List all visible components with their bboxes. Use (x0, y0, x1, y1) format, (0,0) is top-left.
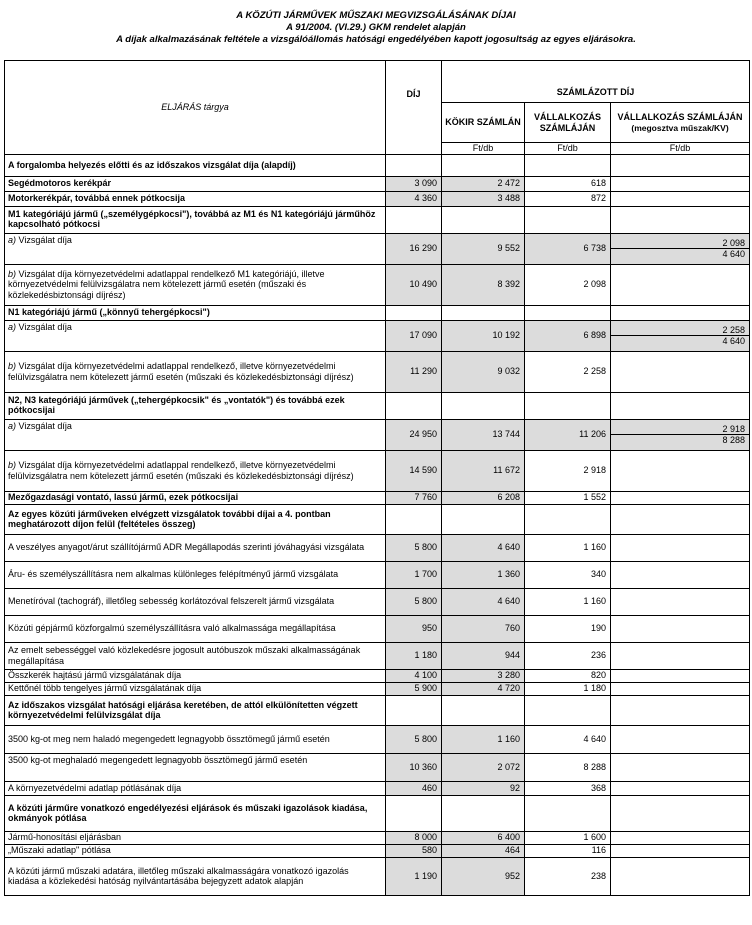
row-label: Jármű-honosítási eljárásban (5, 831, 386, 844)
company-cell: 872 (525, 191, 611, 206)
company-cell: 11 206 (525, 419, 611, 450)
kokir-cell: 952 (442, 857, 525, 895)
fee-cell: 460 (386, 781, 442, 795)
fee-cell: 1 700 (386, 561, 442, 588)
row-label: „Műszaki adatlap" pótlása (5, 844, 386, 857)
fee-cell: 5 800 (386, 725, 442, 753)
company-cell: 340 (525, 561, 611, 588)
fee-cell: 14 590 (386, 450, 442, 491)
company-cell: 2 258 (525, 351, 611, 392)
company-cell: 6 898 (525, 320, 611, 351)
unit-kokir: Ft/db (525, 143, 611, 155)
fee-cell: 1 180 (386, 642, 442, 669)
company-cell: 236 (525, 642, 611, 669)
section-licensing: A közúti járműre vonatkozó engedélyezési eljárások és műszaki igazolások kiadása, okmányok pótlása (5, 795, 386, 831)
fee-cell: 7 760 (386, 491, 442, 504)
kokir-cell: 944 (442, 642, 525, 669)
company-cell: 116 (525, 844, 611, 857)
kokir-cell: 1 160 (442, 725, 525, 753)
fee-cell: 10 360 (386, 753, 442, 781)
col-company-header: VÁLLALKOZÁS SZÁMLÁJÁN (525, 103, 611, 143)
kokir-cell: 3 280 (442, 669, 525, 682)
page-subtitle: A 91/2004. (VI.29.) GKM rendelet alapján (286, 22, 466, 33)
kokir-cell: 92 (442, 781, 525, 795)
col-fee-header: DÍJ (386, 61, 442, 155)
fee-cell: 24 950 (386, 419, 442, 450)
company-split-cell: 2 098 4 640 (611, 233, 750, 264)
section-m1: M1 kategóriájú jármű („személygépkocsi"), továbbá az M1 és N1 kategóriájú járműhöz kapcsolható pótkocsi (5, 206, 386, 233)
col-invoiced-header: SZÁMLÁZOTT DÍJ (442, 61, 750, 103)
fee-cell: 3 090 (386, 176, 442, 191)
row-label: Összkerék hajtású jármű vizsgálatának díja (5, 669, 386, 682)
row-label: b) Vizsgálat díja környezetvédelmi adatlappal rendelkező, illetve környezetvédelmi felülvizsgálatra nem kötelezett jármű esetén (műszaki és közlekedésbiztonsági díjrész) (5, 351, 386, 392)
row-label: b) Vizsgálat díja környezetvédelmi adatlappal rendelkező, illetve környezetvédelmi felülvizsgálatra nem kötelezett jármű esetén (műszaki és közlekedésbiztonsági díjrész) (5, 450, 386, 491)
section-n1: N1 kategóriájú jármű („könnyű tehergépkocsi") (5, 305, 386, 320)
section-environmental-review: Az időszakos vizsgálat hatósági eljárása keretében, de attól elkülönítetten végzett környezetvédelmi felülvizsgálat díja (5, 695, 386, 725)
section-n2-n3: N2, N3 kategóriájú járművek („tehergépkocsik" és „vontatók") és továbbá ezek pótkocsijai (5, 392, 386, 419)
row-label: 3500 kg-ot meghaladó megengedett legnagyobb össztömegű jármű esetén (5, 753, 386, 781)
col-subject-header: ELJÁRÁS tárgya (5, 61, 386, 155)
company-cell: 618 (525, 176, 611, 191)
company-cell: 368 (525, 781, 611, 795)
company-cell: 6 738 (525, 233, 611, 264)
unit-fee: Ft/db (442, 143, 525, 155)
fee-cell: 5 800 (386, 588, 442, 615)
fee-cell: 950 (386, 615, 442, 642)
row-label: a) Vizsgálat díja (5, 233, 386, 264)
section-basic-fee: A forgalomba helyezés előtti és az időszakos vizsgálat díja (alapdíj) (5, 154, 386, 176)
company-cell: 1 600 (525, 831, 611, 844)
kokir-cell: 8 392 (442, 264, 525, 305)
company-cell: 190 (525, 615, 611, 642)
company-split-cell: 2 258 4 640 (611, 320, 750, 351)
row-label: A veszélyes anyagot/árut szállítójármű ADR Megállapodás szerinti jóváhagyási vizsgálata (5, 534, 386, 561)
row-label: Motorkerékpár, továbbá ennek pótkocsija (5, 191, 386, 206)
fee-cell: 5 900 (386, 682, 442, 695)
document-header (0, 0, 752, 60)
company-cell: 1 552 (525, 491, 611, 504)
row-label: A közúti jármű műszaki adatára, illetőleg műszaki alkalmasságára vonatkozó igazolás kiadása a közlekedési hatóság nyilvántartásába bejegyzett adatok alapján (5, 857, 386, 895)
fee-cell: 580 (386, 844, 442, 857)
row-label: 3500 kg-ot meg nem haladó megengedett legnagyobb össztömegű jármű esetén (5, 725, 386, 753)
kokir-cell: 2 472 (442, 176, 525, 191)
fee-cell: 10 490 (386, 264, 442, 305)
fee-cell: 4 100 (386, 669, 442, 682)
row-label: a) Vizsgálat díja (5, 419, 386, 450)
company-cell: 2 918 (525, 450, 611, 491)
col-company-split-header: VÁLLALKOZÁS SZÁMLÁJÁN (megosztva műszak/KV) (611, 103, 750, 143)
kokir-cell: 760 (442, 615, 525, 642)
col-kokir-header: KÖKIR SZÁMLÁN (442, 103, 525, 143)
kokir-cell: 6 208 (442, 491, 525, 504)
company-cell: 1 180 (525, 682, 611, 695)
row-label: Közúti gépjármű közforgalmú személyszállításra való alkalmassága megállapítása (5, 615, 386, 642)
fee-cell: 16 290 (386, 233, 442, 264)
kokir-cell: 9 032 (442, 351, 525, 392)
company-cell: 1 160 (525, 588, 611, 615)
fee-cell: 4 360 (386, 191, 442, 206)
row-label: b) Vizsgálat díja környezetvédelmi adatlappal rendelkező M1 kategóriájú, illetve környezetvédelmi felülvizsgálatra nem kötelezett jármű esetén (műszaki és közlekedésbiztonsági díjrész) (5, 264, 386, 305)
fee-cell: 11 290 (386, 351, 442, 392)
company-cell: 2 098 (525, 264, 611, 305)
kokir-cell: 11 672 (442, 450, 525, 491)
row-label: Menetíróval (tachográf), illetőleg sebesség korlátozóval felszerelt jármű vizsgálata (5, 588, 386, 615)
kokir-cell: 10 192 (442, 320, 525, 351)
company-cell: 8 288 (525, 753, 611, 781)
kokir-cell: 464 (442, 844, 525, 857)
company-cell: 4 640 (525, 725, 611, 753)
company-cell: 1 160 (525, 534, 611, 561)
page-note: A díjak alkalmazásának feltétele a vizsgálóállomás hatósági engedélyében kapott jogosultság az egyes eljárásokra. (116, 34, 636, 45)
fee-cell: 5 800 (386, 534, 442, 561)
company-split-cell: 2 918 8 288 (611, 419, 750, 450)
kokir-cell: 2 072 (442, 753, 525, 781)
row-label: Az emelt sebességgel való közlekedésre jogosult autóbuszok műszaki alkalmasságának megállapítása (5, 642, 386, 669)
row-label: A környezetvédelmi adatlap pótlásának díja (5, 781, 386, 795)
fee-cell: 1 190 (386, 857, 442, 895)
fee-cell: 8 000 (386, 831, 442, 844)
section-additional-tests: Az egyes közúti járműveken elvégzett vizsgálatok további díjai a 4. pontban meghatározott díjon felül (feltételes összeg) (5, 504, 386, 534)
fee-cell: 17 090 (386, 320, 442, 351)
kokir-cell: 4 720 (442, 682, 525, 695)
company-cell: 238 (525, 857, 611, 895)
kokir-cell: 6 400 (442, 831, 525, 844)
page-title: A KÖZÚTI JÁRMŰVEK MŰSZAKI MEGVIZSGÁLÁSÁNAK DÍJAI (236, 10, 516, 21)
kokir-cell: 4 640 (442, 534, 525, 561)
row-label: Kettőnél több tengelyes jármű vizsgálatának díja (5, 682, 386, 695)
kokir-cell: 13 744 (442, 419, 525, 450)
unit-company: Ft/db (611, 143, 750, 155)
kokir-cell: 3 488 (442, 191, 525, 206)
company-cell: 820 (525, 669, 611, 682)
kokir-cell: 1 360 (442, 561, 525, 588)
row-label: Segédmotoros kerékpár (5, 176, 386, 191)
kokir-cell: 4 640 (442, 588, 525, 615)
row-label: a) Vizsgálat díja (5, 320, 386, 351)
fee-table (4, 60, 750, 896)
row-label: Áru- és személyszállításra nem alkalmas különleges felépítményű jármű vizsgálata (5, 561, 386, 588)
kokir-cell: 9 552 (442, 233, 525, 264)
row-label: Mezőgazdasági vontató, lassú jármű, ezek pótkocsijai (5, 491, 386, 504)
